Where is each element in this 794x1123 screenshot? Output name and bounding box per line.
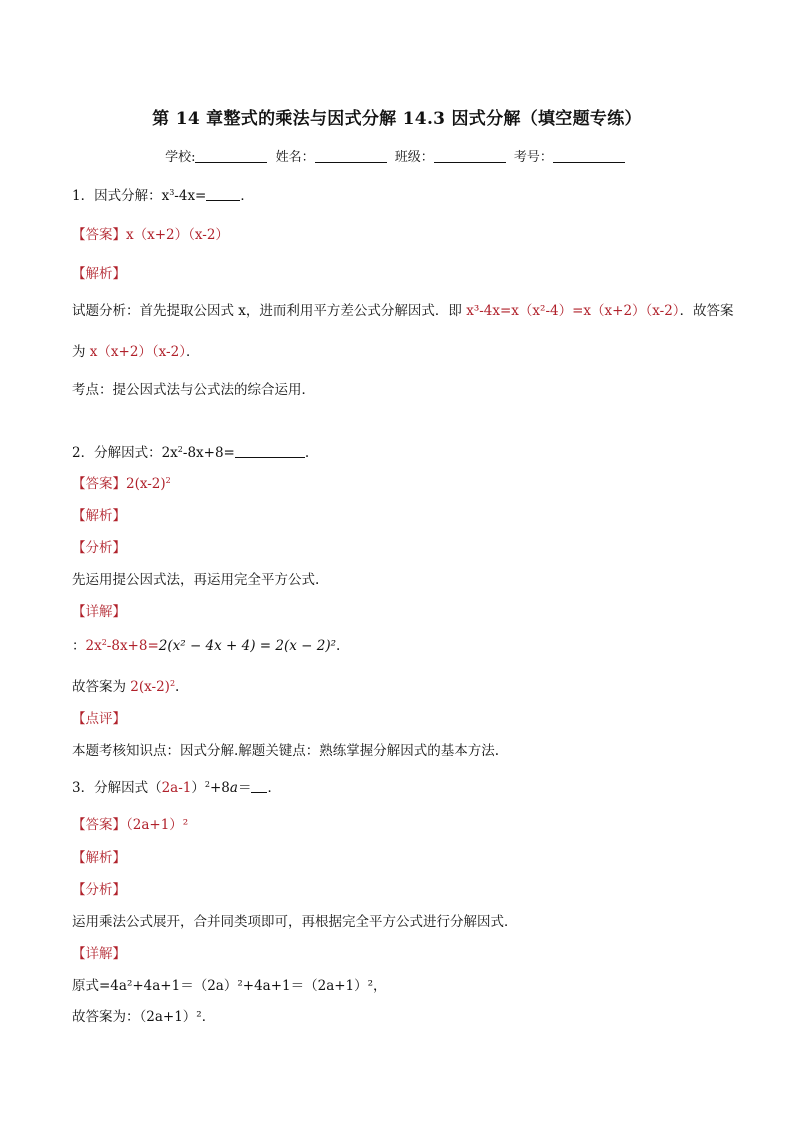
student-info-line xyxy=(0,146,794,165)
q3-detail: 原式=4a²+4a+1＝（2a）²+4a+1＝（2a+1）²， xyxy=(72,978,387,994)
q3-fenxi-tag: 【分析】 xyxy=(72,882,126,898)
class-label: 班级： xyxy=(394,150,434,165)
school-blank xyxy=(195,150,267,163)
q3-answer: 【答案】（2a+1）² xyxy=(72,817,189,833)
q2-fenxi-tag: 【分析】 xyxy=(72,540,126,556)
page-title: 第 14 章整式的乘法与因式分解 14.3 因式分解（填空题专练） xyxy=(152,109,642,129)
q2-dianping-tag: 【点评】 xyxy=(72,711,126,727)
q2-prompt: 2．分解因式：$2x^2-8x+8=$ . xyxy=(72,445,310,461)
q3-prompt: 3．分解因式$(2a-1)^2+8a=$ ． xyxy=(72,780,281,796)
q2-detail: ：$2x^2-8x+8=2(x^2 - 4x + 4) = 2(x - 2)^2$. xyxy=(72,638,341,654)
q2-xiangjie-tag: 【详解】 xyxy=(72,604,126,620)
name-blank xyxy=(315,150,387,163)
q1-knowledge-point: 考点：提公因式法与公式法的综合运用． xyxy=(72,382,315,398)
q3-fenxi: 运用乘法公式展开，合并同类项即可，再根据完全平方公式进行分解因式． xyxy=(72,914,518,930)
q3-xiangjie-tag: 【详解】 xyxy=(72,946,126,962)
q1-prompt: 1．因式分解：$x^3-4x=$ ． xyxy=(72,188,254,204)
q3-analysis-tag: 【解析】 xyxy=(72,850,126,866)
q2-fenxi: 先运用提公因式法，再运用完全平方公式. xyxy=(72,572,320,588)
number-blank xyxy=(553,150,625,163)
q1-answer: 【答案】x（x+2）（x-2） xyxy=(72,227,229,243)
q3-conclusion: 故答案为：（2a+1）²． xyxy=(72,1009,216,1025)
q1-detail: 试题分析：首先提取公因式 x，进而利用平方差公式分解因式．即 x³-4x=x（x²-4）=x（x+2）（x-2）．故答案 xyxy=(72,303,734,319)
class-blank xyxy=(434,150,506,163)
number-label: 考号： xyxy=(513,150,553,165)
school-label: 学校: xyxy=(165,150,196,165)
q2-dianping: 本题考核知识点：因式分解.解题关键点：熟练掌握分解因式的基本方法. xyxy=(72,743,500,759)
q3-answer-blank xyxy=(251,780,267,793)
q2-analysis-tag: 【解析】 xyxy=(72,508,126,524)
q2-conclusion: 故答案为 $2(x-2)^2$. xyxy=(72,679,180,695)
q2-answer: 【答案】$2(x-2)^2$ xyxy=(72,476,171,492)
q1-detail-cont: 为 x（x+2）（x-2）． xyxy=(72,344,200,360)
q1-answer-blank xyxy=(206,188,240,201)
q1-analysis-tag: 【解析】 xyxy=(72,266,126,282)
q2-answer-blank xyxy=(235,445,305,458)
name-label: 姓名： xyxy=(275,150,315,165)
q2-formula: 2(x² − 4x + 4) = 2(x − 2)² xyxy=(158,638,337,654)
